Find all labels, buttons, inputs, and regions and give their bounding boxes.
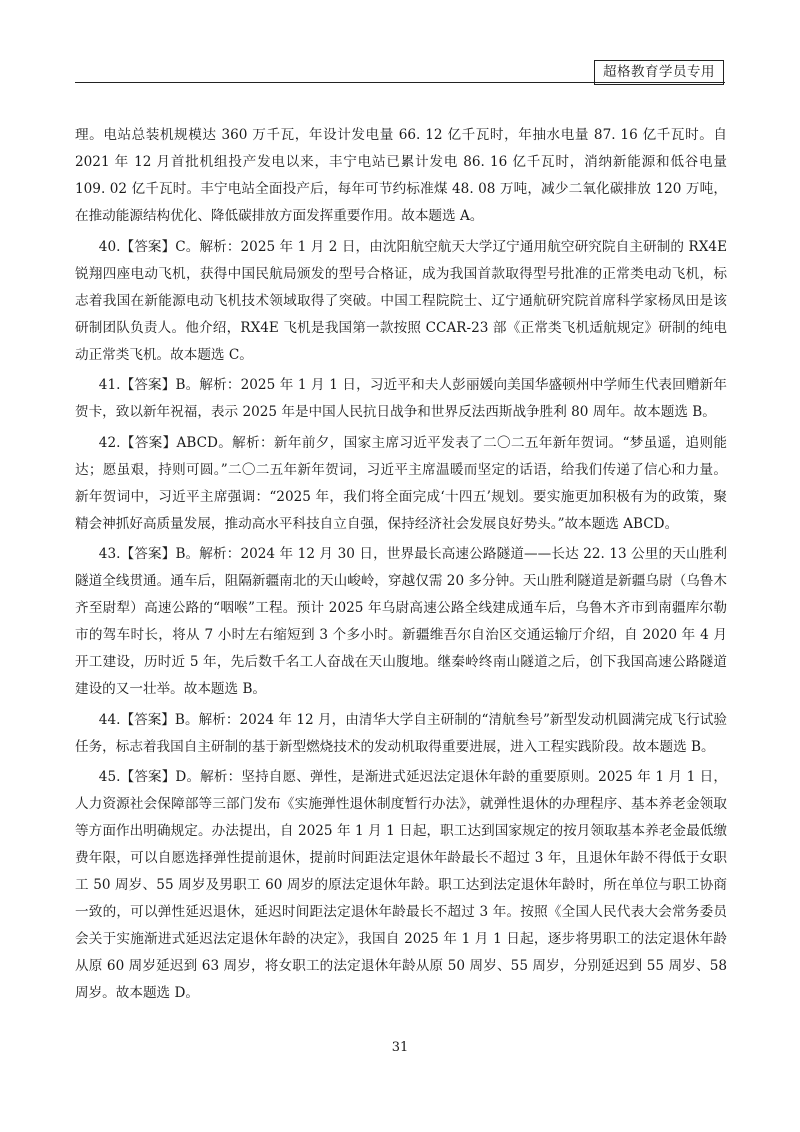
paragraph-answer-41: 41.【答案】B。解析：2025 年 1 月 1 日，习近平和夫人彭丽媛向美国华盛顿州中学师生代表回赠新年贺卡，致以新年祝福，表示 2025 年是中国人民抗日战争和世界反法西斯战争胜利 80 周年。故本题选 B。	[75, 377, 727, 420]
paragraph-answer-44: 44.【答案】B。解析：2024 年 12 月，由清华大学自主研制的“清航叁号”新型发动机圆满完成飞行试验任务，标志着我国自主研制的基于新型燃烧技术的发动机取得重要进展，进入工程实践阶段。故本题选 B。	[75, 711, 727, 755]
paragraph-answer-42: 42.【答案】ABCD。解析：新年前夕，国家主席习近平发表了二〇二五年新年贺词。“梦虽遥，追则能达；愿虽艰，持则可圆。”二〇二五年新年贺词，习近平主席温暖而坚定的话语，给我们传递了信心和力量。新年贺词中，习近平主席强调：“2025 年，我们将全面完成‘十四五’规划。要实施更加积极有为的政策，聚精会神抓好高质量发展，推动高水平科技自立自强，保持经济社会发展良好势头。”故本题选 ABCD。	[75, 434, 727, 532]
paragraph-answer-43: 43.【答案】B。解析：2024 年 12 月 30 日，世界最长高速公路隧道——长达 22. 13 公里的天山胜利隧道全线贯通。通车后，阻隔新疆南北的天山峻岭，穿越仅需 20 多分钟。天山胜利隧道是新疆乌尉（乌鲁木齐至尉犁）高速公路的“咽喉”工程。预计 2025 年乌尉高速公路全线建成通车后，乌鲁木齐市到南疆库尔勒市的驾车时长，将从 7 小时左右缩短到 3 个多小时。新疆维吾尔自治区交通运输厅介绍，自 2020 年 4 月开工建设，历时近 5 年，先后数千名工人奋战在天山腹地。继秦岭终南山隧道之后，创下我国高速公路隧道建设的又一壮举。故本题选 B。	[75, 546, 727, 697]
header-badge: 超格教育学员专用	[594, 60, 724, 85]
paragraph-39-continuation: 理。电站总装机规模达 360 万千瓦，年设计发电量 66. 12 亿千瓦时，年抽水电量 87. 16 亿千瓦时。自 2021 年 12 月首批机组投产发电以来，丰宁电站已累计发电 86. 16 亿千瓦时，消纳新能源和低谷电量 109. 02 亿千瓦时。丰宁电站全面投产后，每年可节约标准煤 48. 08 万吨，减少二氧化碳排放 120 万吨，在推动能源结构优化、降低碳排放方面发挥重要作用。故本题选 A。	[75, 127, 727, 224]
header-divider	[75, 82, 725, 83]
paragraph-answer-45: 45.【答案】D。解析：坚持自愿、弹性，是渐进式延迟法定退休年龄的重要原则。2025 年 1 月 1 日，人力资源社会保障部等三部门发布《实施弹性退休制度暂行办法》，就弹性退休的办理程序、基本养老金领取等方面作出明确规定。办法提出，自 2025 年 1 月 1 日起，职工达到国家规定的按月领取基本养老金最低缴费年限，可以自愿选择弹性提前退休，提前时间距法定退休年龄最长不超过 3 年，且退休年龄不得低于女职工 50 周岁、55 周岁及男职工 60 周岁的原法定退休年龄。职工达到法定退休年龄时，所在单位与职工协商一致的，可以弹性延迟退休，延迟时间距法定退休年龄最长不超过 3 年。按照《全国人民代表大会常务委员会关于实施渐进式延迟法定退休年龄的决定》，我国自 2025 年 1 月 1 日起，逐步将男职工的法定退休年龄从原 60 周岁延迟到 63 周岁，将女职工的法定退休年龄从原 50 周岁、55 周岁，分别延迟到 55 周岁、58 周岁。故本题选 D。	[75, 769, 727, 1001]
document-body	[75, 122, 727, 1011]
page-number: 31	[391, 1040, 409, 1055]
paragraph-answer-40: 40.【答案】C。解析：2025 年 1 月 2 日，由沈阳航空航天大学辽宁通用航空研究院自主研制的 RX4E 锐翔四座电动飞机，获得中国民航局颁发的型号合格证，成为我国首款取得型号批准的正常类电动飞机，标志着我国在新能源电动飞机技术领域取得了突破。中国工程院院士、辽宁通航研究院首席科学家杨凤田是该研制团队负责人。他介绍，RX4E 飞机是我国第一款按照 CCAR-23 部《正常类飞机适航规定》研制的纯电动正常类飞机。故本题选 C。	[75, 238, 727, 363]
